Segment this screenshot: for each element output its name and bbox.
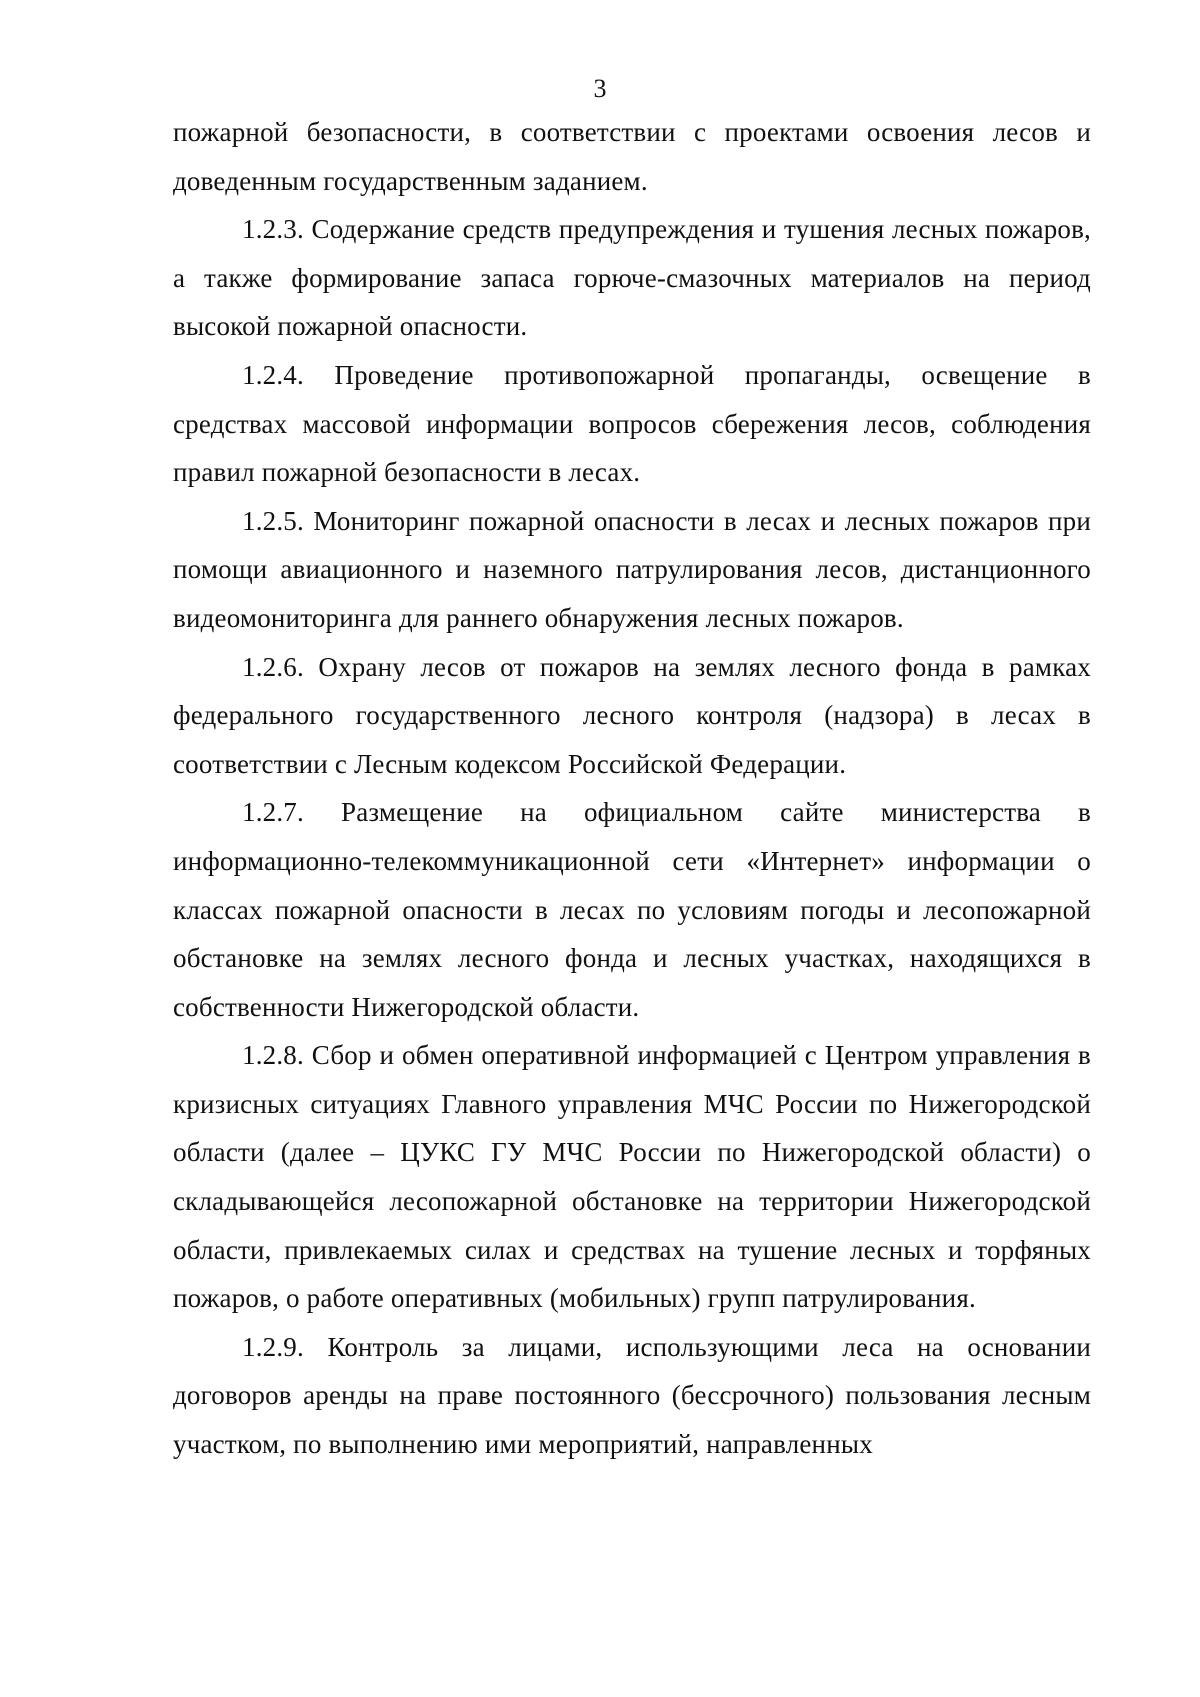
paragraph-1-2-4: 1.2.4. Проведение противопожарной пропаганды, освещение в средствах массовой информации вопросов сбережения лесов, соблюдения правил пожарной безопасности в лесах. [173, 359, 1091, 488]
paragraph-1-2-6: 1.2.6. Охрану лесов от пожаров на землях лесного фонда в рамках федерального государственного лесного контроля (надзора) в лесах в соответствии с Лесным кодексом Российской Федерации. [173, 651, 1091, 779]
paragraph-1-2-8: 1.2.8. Сбор и обмен оперативной информацией с Центром управления в кризисных ситуациях Главного управления МЧС России по Нижегородской области (далее – ЦУКС ГУ МЧС России по Нижегородской области) о складывающейся лесопожарной обстановке на территории Нижегородской области, привлекаемых силах и средствах на тушение лесных и торфяных пожаров, о работе оперативных (мобильных) групп патрулирования. [173, 1040, 1091, 1314]
page-number: 3 [593, 74, 607, 103]
paragraph-1-2-9: 1.2.9. Контроль за лицами, использующими леса на основании договоров аренды на праве постоянного (бессрочного) пользования лесным участком, по выполнению ими мероприятий, направленных [173, 1331, 1091, 1460]
document-body [173, 108, 1091, 1469]
paragraph-1-2-7: 1.2.7. Размещение на официальном сайте министерства в информационно-телекоммуникационной сети «Интернет» информации о классах пожарной опасности в лесах по условиям погоды и лесопожарной обстановке на землях лесного фонда и лесных участках, находящихся в собственности Нижегородской области. [173, 797, 1091, 1022]
paragraph-continuation: пожарной безопасности, в соответствии с проектами освоения лесов и доведенным государственным заданием. [173, 117, 1091, 196]
paragraph-1-2-3: 1.2.3. Содержание средств предупреждения и тушения лесных пожаров, а также формирование запаса горюче-смазочных материалов на период высокой пожарной опасности. [173, 214, 1091, 342]
paragraph-1-2-5: 1.2.5. Мониторинг пожарной опасности в лесах и лесных пожаров при помощи авиационного и наземного патрулирования лесов, дистанционного видеомониторинга для раннего обнаружения лесных пожаров. [173, 505, 1091, 633]
